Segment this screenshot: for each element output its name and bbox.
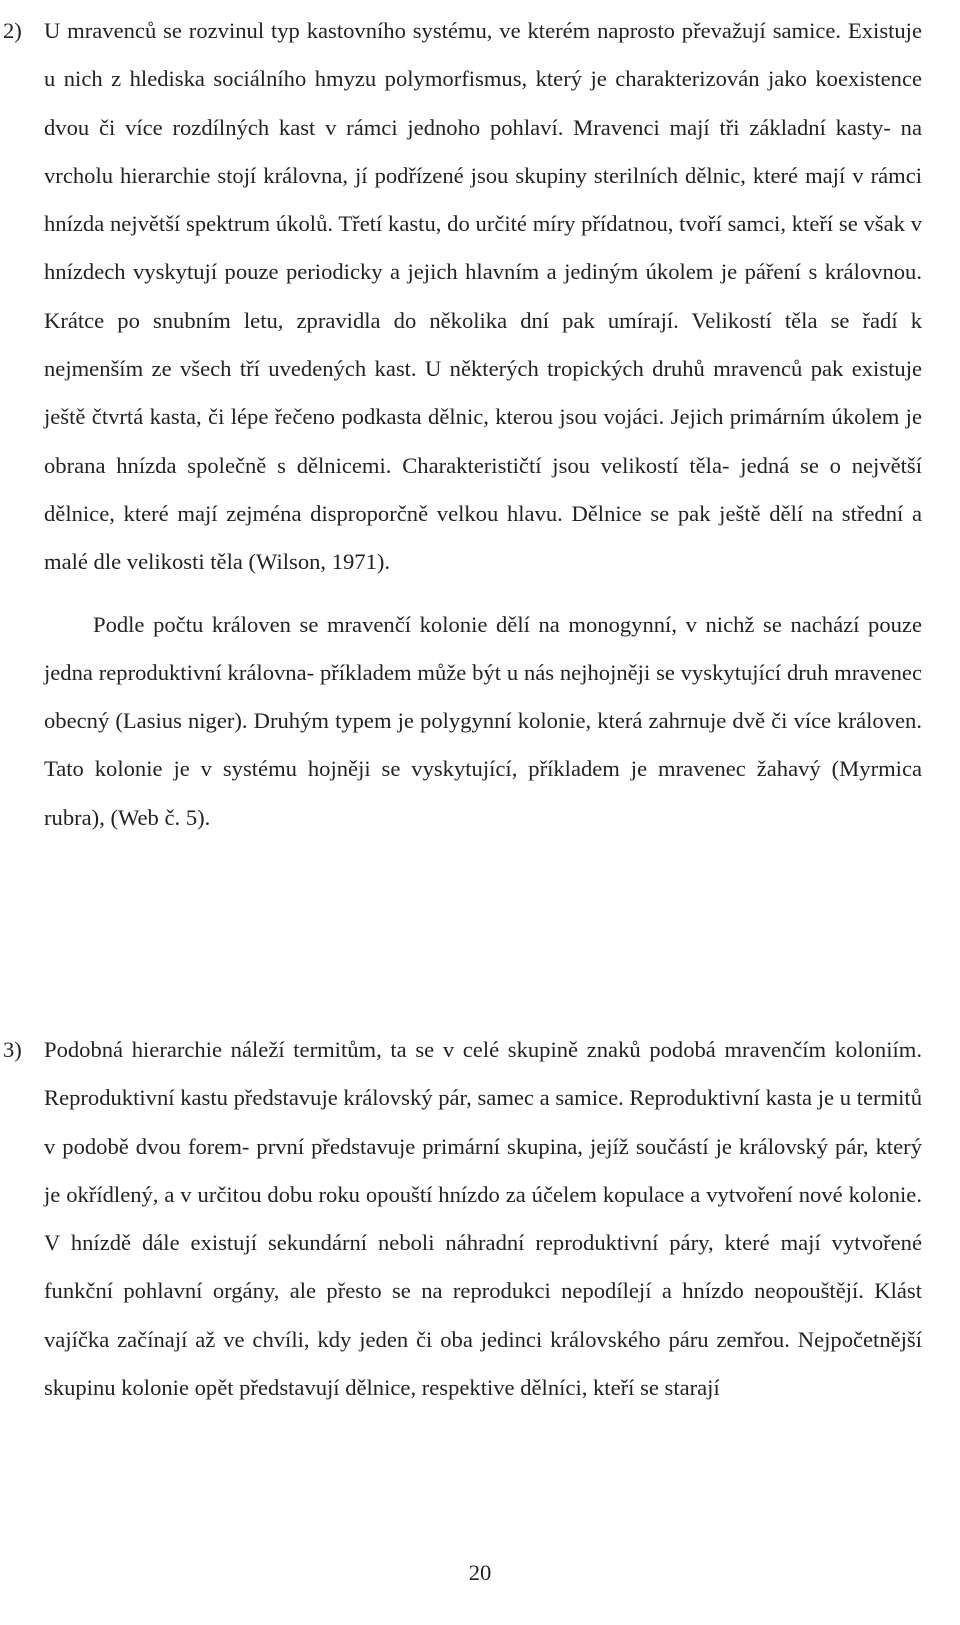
paragraph: Podle počtu královen se mravenčí kolonie dělí na monogynní, v nichž se nachází pouze jedna reproduktivní královna- příkladem může být u nás nejhojněji se vyskytující druh mravenec obecný (Lasius niger). Druhým typem je polygynní kolonie, která zahrnuje dvě či více královen. Tato kolonie je v systému hojněji se vyskytující, příkladem je mravenec žahavý (Myrmica rubra), (Web č. 5). xyxy=(44,611,922,830)
list-item-3 xyxy=(3,1026,922,1412)
list-marker: 3) xyxy=(3,1037,22,1062)
page-number: 20 xyxy=(468,1560,492,1585)
list-marker: 2) xyxy=(3,18,22,43)
list-item-2 xyxy=(3,7,922,842)
paragraph: U mravenců se rozvinul typ kastovního systému, ve kterém naprosto převažují samice. Existuje u nich z hlediska sociálního hmyzu polymorfismus, který je charakterizován jako koexistence dvou či více rozdílných kast v rámci jednoho pohlaví. Mravenci mají tři základní kasty- na vrcholu hierarchie stojí královna, jí podřízené jsou skupiny sterilních dělnic, které mají v rámci hnízda největší spektrum úkolů. Třetí kastu, do určité míry přídatnou, tvoří samci, kteří se však v hnízdech vyskytují pouze periodicky a jejich hlavním a jediným úkolem je páření s královnou. Krátce po snubním letu, zpravidla do několika dní pak umírají. Velikostí těla se řadí k nejmenším ze všech tří uvedených kast. U některých tropických druhů mravenců pak existuje ještě čtvrtá kasta, či lépe řečeno podkasta dělnic, kterou jsou vojáci. Jejich primárním úkolem je obrana hnízda společně s dělnicemi. Charakterističtí jsou velikostí těla- jedná se o největší dělnice, které mají zejména disproporčně velkou hlavu. Dělnice se pak ještě dělí na střední a malé dle velikosti těla (Wilson, 1971). xyxy=(44,18,922,575)
paragraph: Podobná hierarchie náleží termitům, ta se v celé skupině znaků podobá mravenčím koloniím. Reproduktivní kastu představuje královský pár, samec a samice. Reproduktivní kasta je u termitů v podobě dvou forem- první představuje primární skupina, jejíž součástí je královský pár, který je okřídlený, a v určitou dobu roku opouští hnízdo za účelem kopulace a vytvoření nové kolonie. V hnízdě dále existují sekundární neboli náhradní reproduktivní páry, které mají vytvořené funkční pohlavní orgány, ale přesto se na reprodukci nepodílejí a hnízdo neopouštějí. Klást vajíčka začínají až ve chvíli, kdy jeden či oba jedinci královského páru zemřou. Nejpočetnější skupinu kolonie opět představují dělnice, respektive dělníci, kteří se starají xyxy=(44,1037,922,1401)
